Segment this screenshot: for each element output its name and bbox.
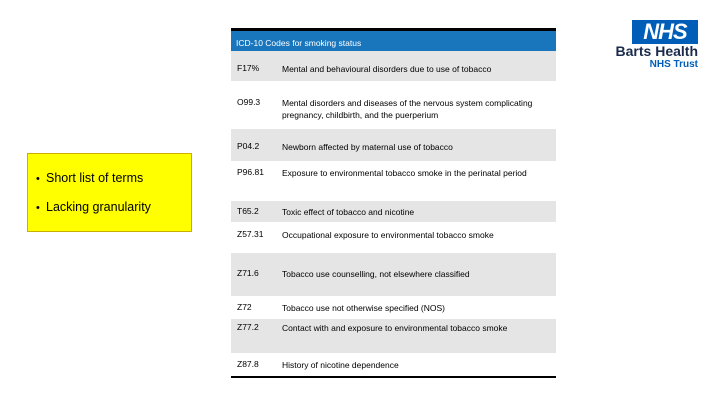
note-box <box>27 153 192 232</box>
bullet-item: • Short list of terms <box>36 171 151 186</box>
barts-health-logo <box>588 20 698 70</box>
table-row <box>231 82 556 129</box>
bullet-item: • Lacking granularity <box>36 200 151 215</box>
description-cell: Exposure to environmental tobacco smoke in the perinatal period <box>282 168 527 178</box>
nhs-logo: NHS <box>632 20 698 44</box>
icd10-table <box>231 28 556 378</box>
code-cell: Z71.6 <box>237 268 259 278</box>
table-header: ICD-10 Codes for smoking status <box>231 31 556 51</box>
trust-label: NHS Trust <box>649 59 698 70</box>
description-cell: Contact with and exposure to environmental tobacco smoke <box>282 323 508 333</box>
bullet-list <box>36 171 151 229</box>
description-cell: History of nicotine dependence <box>282 360 399 370</box>
description-cell: Tobacco use not otherwise specified (NOS) <box>282 303 445 313</box>
description-cell: Tobacco use counselling, not elsewhere classified <box>282 269 470 279</box>
description-cell: Toxic effect of tobacco and nicotine <box>282 207 415 217</box>
code-cell: Z77.2 <box>237 322 259 332</box>
table-row <box>231 319 556 354</box>
code-cell: P96.81 <box>237 167 264 177</box>
code-cell: F17% <box>237 63 260 73</box>
table-row <box>231 162 556 201</box>
table-row <box>231 51 556 82</box>
code-cell: Z57.31 <box>237 229 264 239</box>
table-body <box>231 51 556 378</box>
code-cell: Z72 <box>237 302 252 312</box>
code-cell: P04.2 <box>237 141 260 151</box>
table-row <box>231 354 556 376</box>
table-row <box>231 129 556 162</box>
description-cell: Mental and behavioural disorders due to use of tobacco <box>282 64 492 74</box>
table-row <box>231 253 556 297</box>
table-row <box>231 297 556 319</box>
table-row <box>231 223 556 253</box>
description-cell: Newborn affected by maternal use of tobacco <box>282 142 453 152</box>
organisation-name: Barts Health <box>615 43 698 59</box>
description-cell: Mental disorders and diseases of the nervous system complicating pregnancy, childbirth, and the puerperium <box>282 98 533 120</box>
table-row <box>231 201 556 223</box>
description-cell: Occupational exposure to environmental tobacco smoke <box>282 230 494 240</box>
code-cell: Z87.8 <box>237 359 259 369</box>
code-cell: T65.2 <box>237 206 259 216</box>
code-cell: O99.3 <box>237 97 261 107</box>
